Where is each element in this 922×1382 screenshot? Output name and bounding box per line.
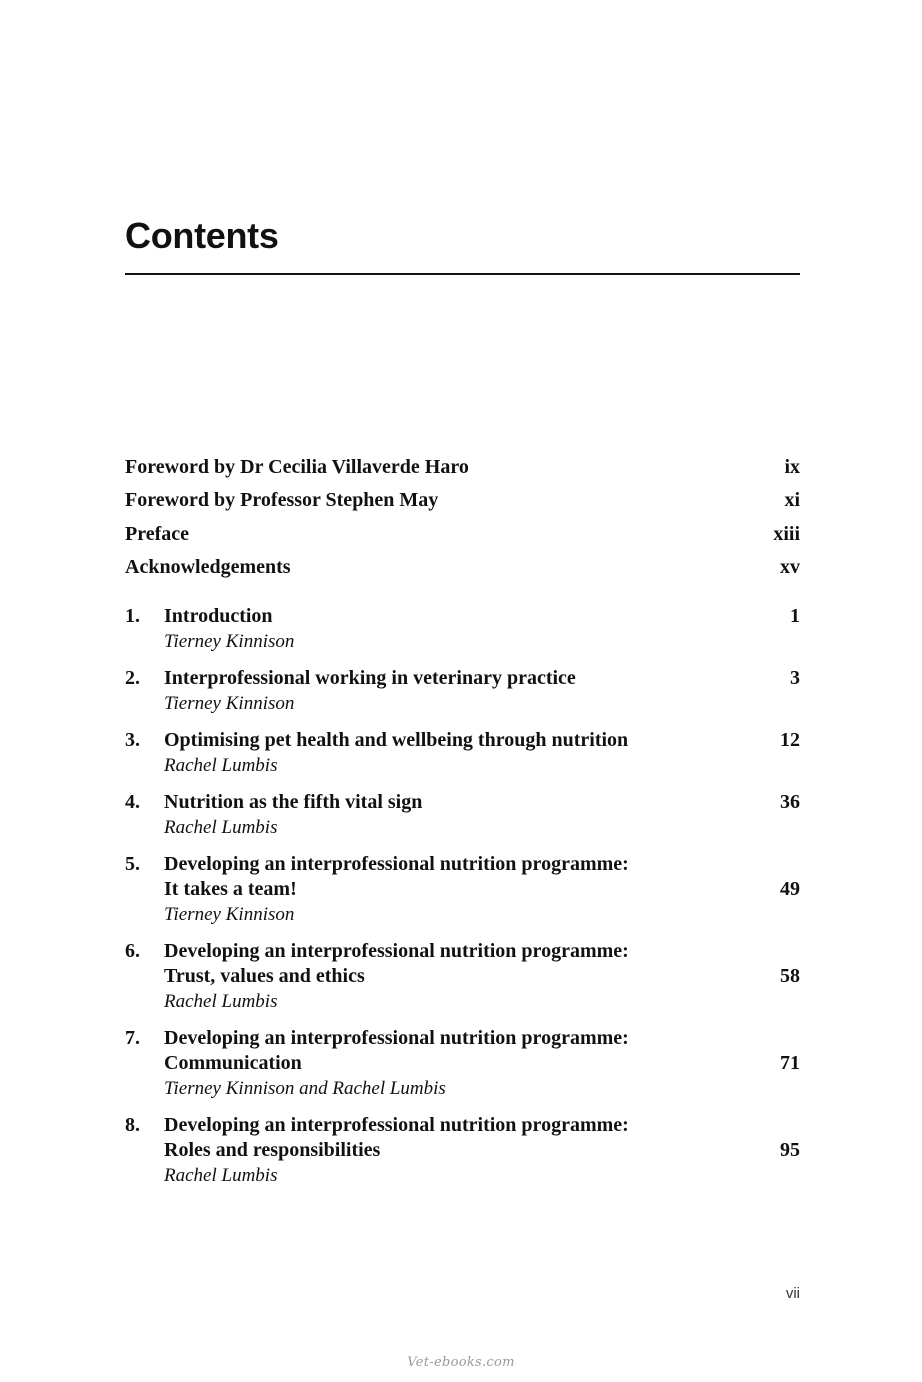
chapter-author: Rachel Lumbis xyxy=(164,991,278,1012)
chapter-page: 95 xyxy=(780,1139,800,1161)
chapter-number: 8. xyxy=(125,1114,140,1136)
toc-entry-title: Foreword by Professor Stephen May xyxy=(125,489,439,512)
toc-chapter-1[interactable] xyxy=(125,604,800,654)
toc-entry-foreword-may[interactable] xyxy=(125,487,800,520)
toc-chapter-6[interactable] xyxy=(125,939,800,1014)
toc-entry-acknowledgements[interactable] xyxy=(125,554,800,587)
toc-entry-foreword-villaverde[interactable] xyxy=(125,454,800,487)
chapter-author: Tierney Kinnison xyxy=(164,693,295,714)
toc-entry-title: Foreword by Dr Cecilia Villaverde Haro xyxy=(125,456,469,478)
chapter-author: Tierney Kinnison xyxy=(164,631,295,652)
chapter-title: Developing an interprofessional nutrition programme: It takes a team! xyxy=(164,853,629,900)
chapter-page: 49 xyxy=(780,878,800,900)
toc-chapter-3[interactable] xyxy=(125,728,800,778)
toc-entry-preface[interactable] xyxy=(125,521,800,554)
chapter-author: Tierney Kinnison and Rachel Lumbis xyxy=(164,1078,446,1099)
toc-chapter-8[interactable] xyxy=(125,1113,800,1188)
title-divider xyxy=(125,273,800,275)
chapter-title: Optimising pet health and wellbeing through nutrition xyxy=(164,729,629,751)
chapter-page: 36 xyxy=(780,791,800,813)
toc-entry-page: xi xyxy=(784,489,800,512)
chapter-author: Tierney Kinnison xyxy=(164,904,295,925)
chapter-page: 12 xyxy=(780,729,800,751)
watermark-logo: Vet-ebooks.com xyxy=(407,1355,515,1370)
front-matter-list xyxy=(125,454,800,587)
chapter-page: 3 xyxy=(790,667,800,689)
chapter-number: 3. xyxy=(125,729,140,751)
chapter-number: 7. xyxy=(125,1027,140,1049)
chapter-title: Developing an interprofessional nutrition programme: Trust, values and ethics xyxy=(164,940,629,987)
chapter-number: 4. xyxy=(125,791,140,813)
toc-chapter-2[interactable] xyxy=(125,666,800,716)
chapter-number: 6. xyxy=(125,940,140,962)
chapter-number: 1. xyxy=(125,605,140,627)
toc-entry-page: xiii xyxy=(773,522,800,545)
toc-entry-title: Acknowledgements xyxy=(125,555,291,578)
chapter-page: 71 xyxy=(780,1052,800,1074)
toc-chapter-5[interactable] xyxy=(125,852,800,927)
chapter-author: Rachel Lumbis xyxy=(164,1165,278,1186)
chapter-page: 1 xyxy=(790,605,800,627)
toc-entry-page: ix xyxy=(784,456,800,478)
toc-entry-page: xv xyxy=(780,555,800,578)
chapter-title: Developing an interprofessional nutrition programme: Communication xyxy=(164,1027,629,1074)
chapter-number: 2. xyxy=(125,667,140,689)
chapter-author: Rachel Lumbis xyxy=(164,755,278,776)
chapter-page: 58 xyxy=(780,965,800,987)
chapter-number: 5. xyxy=(125,853,140,875)
toc-entry-title: Preface xyxy=(125,522,190,545)
chapter-title: Developing an interprofessional nutrition programme: Roles and responsibilities xyxy=(164,1114,629,1161)
chapter-list xyxy=(125,604,800,1200)
chapter-title: Interprofessional working in veterinary practice xyxy=(164,667,576,689)
page-title: Contents xyxy=(125,215,279,256)
chapter-title: Nutrition as the fifth vital sign xyxy=(164,791,423,813)
chapter-author: Rachel Lumbis xyxy=(164,817,278,838)
chapter-title: Introduction xyxy=(164,605,273,627)
toc-chapter-4[interactable] xyxy=(125,790,800,840)
page-number: vii xyxy=(785,1285,800,1302)
toc-chapter-7[interactable] xyxy=(125,1026,800,1101)
